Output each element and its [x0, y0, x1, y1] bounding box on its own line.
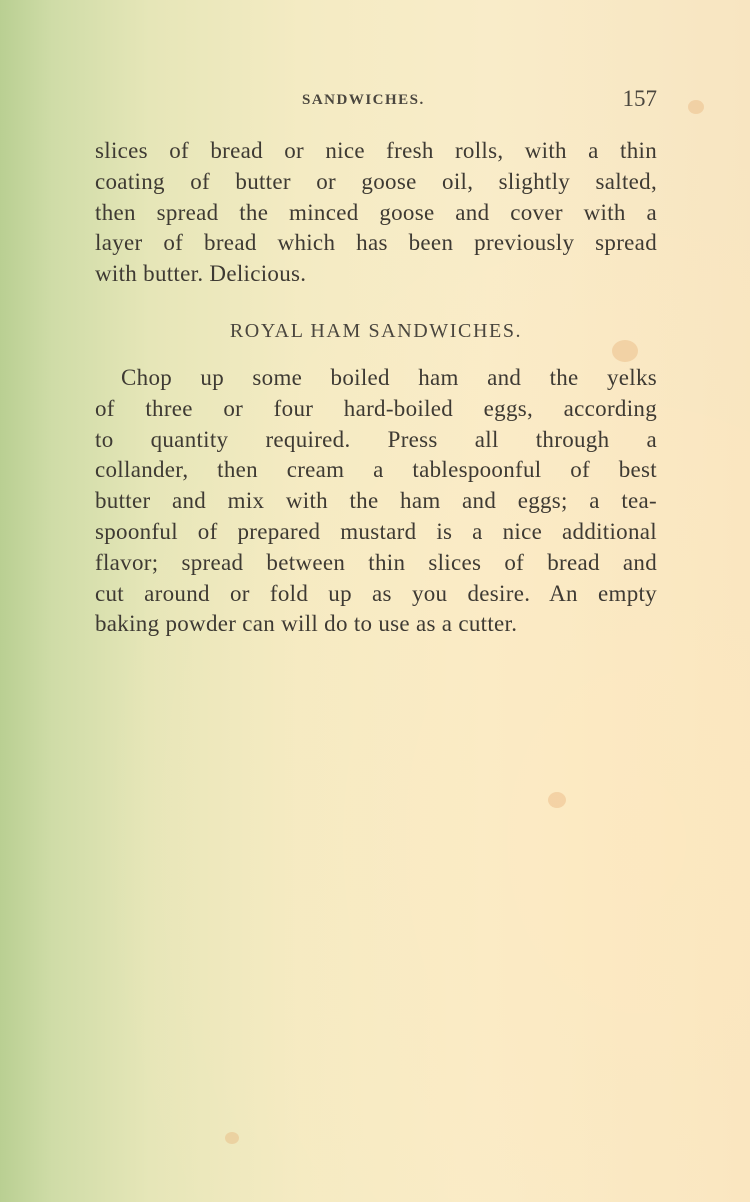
text-line: slices of bread or nice fresh rolls, with a thin: [95, 138, 657, 163]
running-head: [95, 86, 657, 116]
text-line: collander, then cream a tablespoonful of best: [95, 457, 657, 483]
page-number: 157: [622, 86, 657, 111]
foxing-spot: [225, 1132, 239, 1144]
text-line: butter and mix with the ham and eggs; a tea-: [95, 488, 657, 514]
recipe-paragraph: [95, 363, 657, 640]
text-line: to quantity required. Press all through a: [95, 426, 657, 452]
section-heading: ROYAL HAM SANDWICHES.: [229, 320, 523, 342]
text-line: with butter. Delicious.: [95, 261, 307, 287]
paragraph-continued: [95, 136, 657, 290]
text-line: Chop up some boiled ham and the yelks: [121, 365, 657, 390]
foxing-spot: [688, 100, 704, 114]
text-line: baking powder can will do to use as a cutter.: [95, 611, 518, 637]
text-line: cut around or fold up as you desire. An empty: [95, 580, 657, 606]
text-line: spoonful of prepared mustard is a nice additional: [95, 518, 657, 544]
text-line: flavor; spread between thin slices of bread and: [95, 549, 657, 575]
text-line: coating of butter or goose oil, slightly salted,: [95, 168, 657, 194]
text-line: of three or four hard-boiled eggs, according: [95, 395, 657, 421]
text-line: then spread the minced goose and cover with a: [95, 199, 657, 225]
running-title: SANDWICHES.: [302, 92, 425, 108]
foxing-spot: [548, 792, 566, 808]
foxing-spot: [612, 340, 638, 362]
text-line: layer of bread which has been previously spread: [95, 230, 657, 256]
